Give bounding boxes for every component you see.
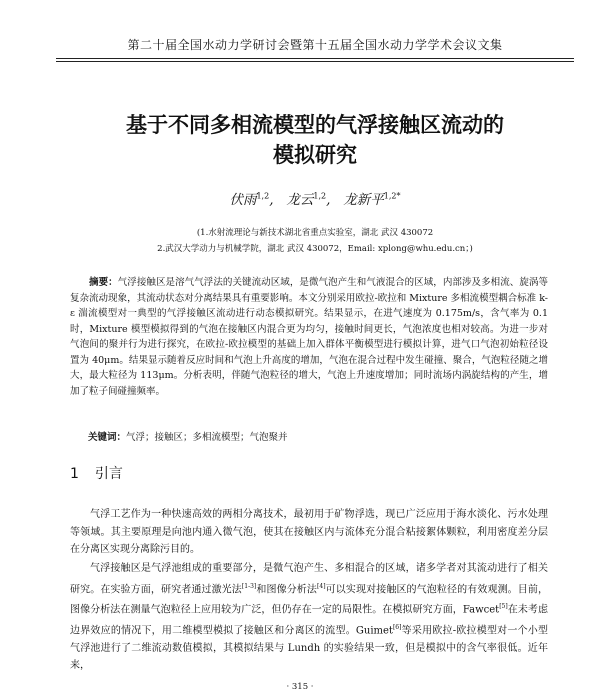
abstract	[70, 275, 548, 399]
abstract-text: 气浮接触区是溶气气浮法的关键流动区域，是微气泡产生和气液混合的区域，内部涉及多相流、旋涡等复杂流动现象，其流动状态对分离结果具有重要影响。本文分别采用欧拉-欧拉和 Mixture 多相流模型耦合标准 k-ε 湍流模型对一典型的气浮接触区流动进行动态模拟研究。结果显示，在进气速度为 0.175m/s，含气率为 0.1 时，Mixture 模型模拟得到的气泡在接触区内混合更为均匀，接触时间更长，气泡浓度也相对较高。为进一步对气泡间的聚并行为进行探究，在欧拉-欧拉模型的基础上加入群体平衡模型进行模拟计算，进气口气泡初始粒径设置为 40μm。结果显示随着反应时间和气泡上升高度的增加，气泡在混合过程中发生碰撞、聚合，气泡粒径随之增大，最大粒径为 113μm。分析表明，伴随气泡粒径的增大，气泡上升速度增加；同时流场内涡旋结构的产生，增加了粒子间碰撞频率。	[70, 277, 548, 397]
title-line-2: 模拟研究	[273, 143, 357, 167]
section-title: 引言	[94, 466, 123, 482]
author-affil-mark: 1,2*	[383, 191, 401, 201]
paragraph-text: 可以实现对接触区的气泡粒径的有效观测。目前，图像分析法在测量气泡粒径上应用较为广泛，但仍存在一定的局限性。在模拟研究方面，Fawcet	[70, 583, 549, 616]
section-number: 1	[70, 466, 79, 482]
affiliation-line-2: 2.武汉大学动力与机械学院，湖北 武汉 430072，Email: xplong@whu.edu.cn；)	[157, 244, 473, 254]
author-name: 伏雨	[229, 192, 257, 208]
page-number: · 315 ·	[286, 682, 314, 692]
author-name: 龙云	[286, 192, 314, 208]
running-header: 第二十届全国水动力学研讨会暨第十五届全国水动力学学术会议文集	[127, 38, 503, 52]
paragraph-text: 等采用欧拉-欧拉模型对一个小型气浮池进行了二维流动数值模拟，其模拟结果与 Lundh 的实验结果一致，但是模拟中的含气率很低。近年来，	[70, 625, 548, 672]
author-affil-mark: 1,2	[256, 191, 270, 201]
header-rule-thin	[56, 61, 574, 62]
author-name: 龙新平	[343, 192, 384, 208]
keywords	[88, 429, 288, 443]
abstract-label: 摘要：	[89, 277, 118, 288]
body-paragraph-1: 气浮工艺作为一种快速高效的两相分离技术，最初用于矿物浮选，现已广泛应用于海水淡化、污水处理等领域。其主要原理是向池内通入微气泡，使其在接触区内与流体充分混合粘接絮体颗粒，利用密度差分层在分离区实现分离除污目的。	[70, 509, 548, 555]
paragraph-text: 气浮接触区是气浮池组成的重要部分，是微气泡产生、多相混合的区域，诸多学者对其流动进行了相关研究。在实验方面，研究者通过激光法	[70, 563, 548, 595]
citation-mark: [4]	[317, 582, 326, 590]
author-list: 伏雨$^{1,2}$, 龙云$^{1,2}$, 龙新平$^{1,2*}$	[229, 191, 401, 208]
keywords-label: 关键词：	[88, 432, 127, 443]
body-paragraph-2	[70, 560, 548, 675]
citation-mark: [5]	[499, 603, 508, 611]
citation-mark: [1-3]	[241, 582, 257, 590]
paragraph-text: 在未考虑边界效应的情况下，用二维模型模拟了接触区和分离区的流型。Guimet	[70, 604, 548, 637]
affiliation-line-1: (1.水射流理论与新技术湖北省重点实验室，湖北 武汉 430072	[196, 228, 434, 238]
paper-title	[56, 110, 574, 170]
section-heading	[70, 463, 123, 483]
keywords-text: 气浮；接触区；多相流模型；气泡聚并	[126, 432, 288, 443]
paragraph-text: 和图像分析法	[256, 583, 318, 595]
citation-mark: [6]	[392, 624, 402, 632]
author-affil-mark: 1,2	[313, 191, 327, 201]
title-line-1: 基于不同多相流模型的气浮接触区流动的	[126, 113, 504, 137]
header-rule-thick	[56, 58, 574, 59]
